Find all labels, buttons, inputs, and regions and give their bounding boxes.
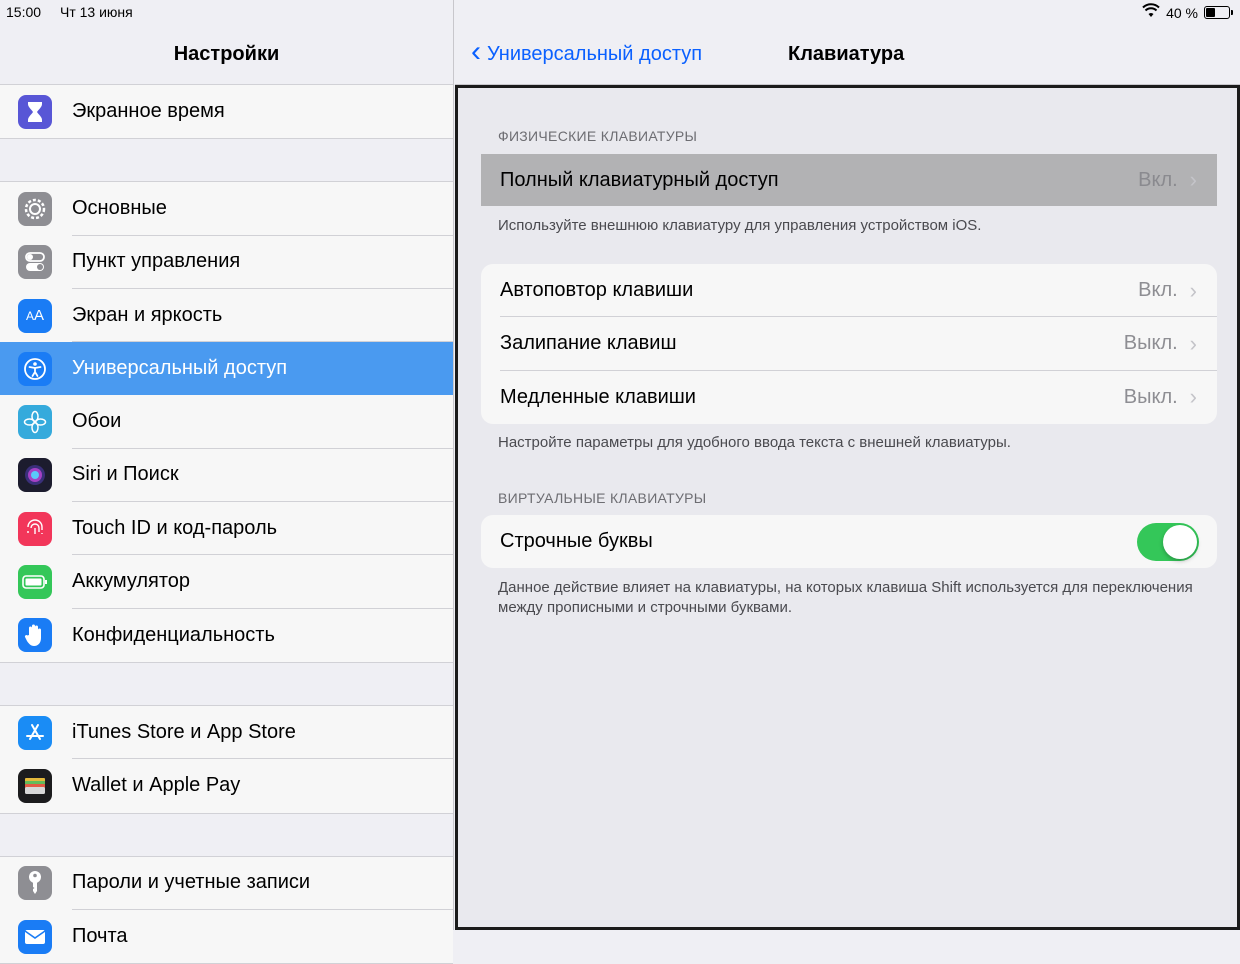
- sidebar-item-label: Основные: [72, 182, 453, 235]
- sidebar-group-4: [0, 856, 453, 964]
- sidebar-item-label: Конфиденциальность: [72, 623, 275, 646]
- chevron-right-icon: ›: [1189, 167, 1197, 192]
- status-date: Чт 13 июня: [60, 4, 133, 20]
- sidebar-item-general[interactable]: [0, 182, 453, 235]
- status-right: [1142, 4, 1230, 21]
- status-time: 15:00: [6, 4, 42, 20]
- toggles-icon: [18, 245, 52, 279]
- battery-percent: 40 %: [1166, 4, 1198, 21]
- sidebar-item-wallpaper[interactable]: [0, 395, 453, 448]
- hourglass-icon: [18, 95, 52, 129]
- mail-icon: [18, 920, 52, 954]
- chevron-right-icon: ›: [1189, 384, 1197, 410]
- sidebar-item-label: Пункт управления: [72, 236, 453, 289]
- slow-keys-row[interactable]: [481, 371, 1217, 424]
- sidebar-item-screen-time[interactable]: [0, 85, 453, 138]
- chevron-left-icon: ‹: [471, 35, 481, 68]
- sidebar-item-display[interactable]: [0, 289, 453, 342]
- row-label: Строчные буквы: [500, 530, 653, 553]
- sidebar-item-passwords[interactable]: [0, 857, 453, 910]
- chevron-right-icon: ›: [1189, 330, 1197, 356]
- sidebar-item-control-center[interactable]: [0, 236, 453, 289]
- page-title: Клавиатура: [788, 43, 905, 65]
- sidebar-item-mail[interactable]: [0, 910, 453, 963]
- row-label: Медленные клавиши: [500, 385, 696, 408]
- keyboard-settings-panel: [455, 0, 1240, 930]
- key-repeat-row[interactable]: [481, 264, 1217, 317]
- row-label: Залипание клавиш: [500, 332, 677, 355]
- toggle-knob: [1163, 525, 1197, 559]
- sidebar-item-privacy[interactable]: [0, 609, 453, 662]
- wifi-icon: [1142, 4, 1160, 21]
- flower-icon: [18, 405, 52, 439]
- row-value: Вкл.: [1138, 279, 1178, 302]
- full-keyboard-access-row[interactable]: [481, 154, 1217, 206]
- row-label: Полный клавиатурный доступ: [500, 168, 779, 191]
- sticky-keys-row[interactable]: [481, 317, 1217, 370]
- sidebar-item-app-store[interactable]: [0, 706, 453, 759]
- sidebar-item-battery[interactable]: [0, 555, 453, 608]
- full-access-card: [481, 154, 1217, 206]
- sidebar-item-label: Экранное время: [72, 100, 225, 123]
- battery-icon: [1204, 6, 1230, 19]
- sidebar-group-3: [0, 705, 453, 814]
- sidebar-item-label: Siri и Поиск: [72, 449, 453, 502]
- row-value: Выкл.: [1123, 385, 1178, 408]
- sidebar-item-label: iTunes Store и App Store: [72, 706, 453, 759]
- hand-icon: [18, 618, 52, 652]
- row-label: Автоповтор клавиши: [500, 279, 694, 302]
- siri-icon: [18, 458, 52, 492]
- sidebar-item-wallet[interactable]: [0, 759, 453, 812]
- sidebar-item-siri[interactable]: [0, 449, 453, 502]
- sidebar-item-label: Универсальный доступ: [72, 356, 288, 379]
- sidebar-item-label: Аккумулятор: [72, 555, 453, 608]
- row-value: Вкл.: [1138, 168, 1178, 191]
- back-button-label: Универсальный доступ: [487, 42, 703, 65]
- physical-footer: Используйте внешнюю клавиатуру для управления устройством iOS.: [498, 217, 982, 234]
- wallet-icon: [18, 769, 52, 803]
- sidebar-group-2: [0, 181, 453, 663]
- row-value: Выкл.: [1123, 332, 1178, 355]
- sidebar-item-label: Экран и яркость: [72, 289, 453, 342]
- settings-sidebar: [0, 0, 454, 947]
- sidebar-title: Настройки: [173, 43, 280, 65]
- text-size-icon: A A: [18, 299, 52, 333]
- physical-keyboards-header: ФИЗИЧЕСКИЕ КЛАВИАТУРЫ: [498, 128, 698, 144]
- virtual-footer: Данное действие влияет на клавиатуры, на которых клавиша Shift используется для переключения между прописными и строчными буквами.: [498, 579, 1193, 616]
- status-bar: [0, 0, 1240, 24]
- virtual-keyboards-header: ВИРТУАЛЬНЫЕ КЛАВИАТУРЫ: [498, 490, 707, 506]
- accessibility-icon: [18, 352, 52, 386]
- sidebar-item-accessibility[interactable]: [0, 342, 453, 395]
- settings-content: [455, 85, 1240, 930]
- key-settings-card: [481, 264, 1217, 424]
- sidebar-item-touch-id[interactable]: [0, 502, 453, 555]
- back-button[interactable]: [471, 35, 703, 68]
- gear-icon: [18, 192, 52, 226]
- fingerprint-icon: [18, 512, 52, 546]
- lowercase-keys-row: [481, 515, 1217, 568]
- sidebar-item-label: Touch ID и код-пароль: [72, 502, 453, 555]
- sidebar-item-label: Wallet и Apple Pay: [72, 774, 241, 797]
- lowercase-card: [481, 515, 1217, 568]
- battery-icon: [18, 565, 52, 599]
- key-icon: [18, 866, 52, 900]
- chevron-right-icon: ›: [1189, 277, 1197, 303]
- sidebar-item-label: Обои: [72, 395, 453, 448]
- sidebar-group-1: [0, 85, 453, 139]
- keys-footer: Настройте параметры для удобного ввода текста с внешней клавиатуры.: [498, 434, 1011, 451]
- app-store-icon: [18, 716, 52, 750]
- sidebar-item-label: Пароли и учетные записи: [72, 857, 453, 910]
- sidebar-item-label: Почта: [72, 925, 128, 947]
- lowercase-toggle[interactable]: [1137, 523, 1199, 561]
